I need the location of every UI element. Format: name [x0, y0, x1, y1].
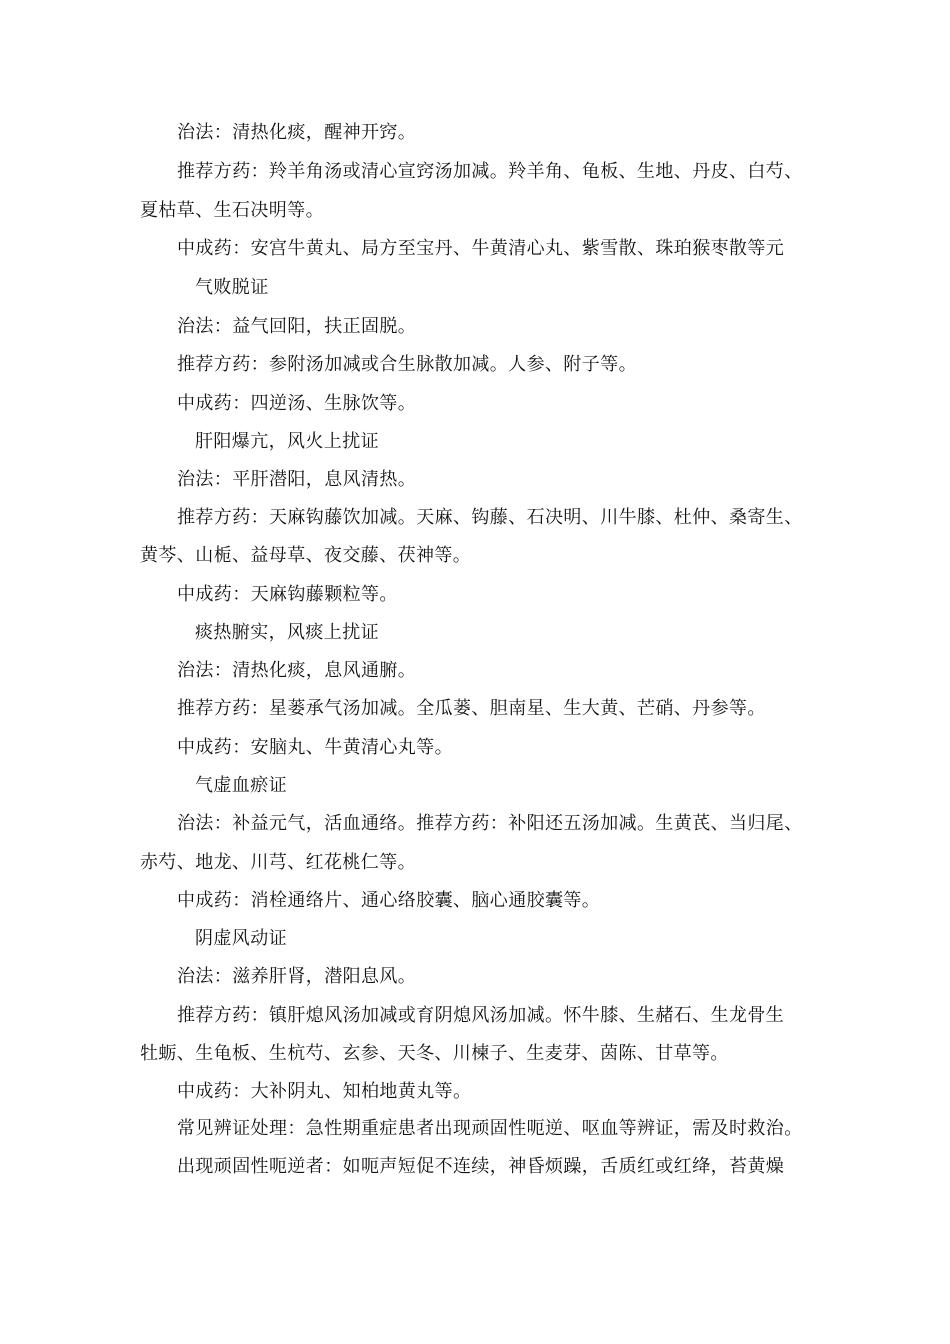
text-line-1: 治法：清热化痰，醒神开窍。: [177, 122, 417, 143]
section-heading-qixu: 气虚血瘀证: [195, 775, 287, 796]
section-heading-yuanqi: 气败脱证: [195, 277, 269, 298]
text-line-28: 出现顽固性呃逆者：如呃声短促不连续，神昏烦躁，舌质红或红绛，苔黄燥: [177, 1156, 785, 1177]
text-line-2: 推荐方药：羚羊角汤或清心宣窍汤加减。羚羊角、龟板、生地、丹皮、白芍、: [177, 161, 803, 182]
text-line-27: 常见辨证处理：急性期重症患者出现顽固性呃逆、呕血等辨证，需及时救治。: [177, 1118, 803, 1139]
text-line-6: 治法：益气回阳，扶正固脱。: [177, 316, 417, 337]
text-line-15: 治法：清热化痰，息风通腑。: [177, 660, 417, 681]
text-line-11: 推荐方药：天麻钩藤饮加减。天麻、钩藤、石决明、川牛膝、杜仲、桑寄生、: [177, 507, 803, 528]
text-line-24: 推荐方药：镇肝熄风汤加减或育阴熄风汤加减。怀牛膝、生赭石、生龙骨生: [177, 1005, 785, 1026]
text-line-7: 推荐方药：参附汤加减或合生脉散加减。人参、附子等。: [177, 354, 637, 375]
text-line-25: 牡蛎、生龟板、生杭芍、玄参、天冬、川楝子、生麦芽、茵陈、甘草等。: [140, 1043, 729, 1064]
section-heading-yinxu: 阴虚风动证: [195, 928, 287, 949]
text-line-26: 中成药：大补阴丸、知柏地黄丸等。: [177, 1081, 472, 1102]
section-heading-tanre: 痰热腑实，风痰上扰证: [195, 622, 379, 643]
text-line-12: 黄芩、山栀、益母草、夜交藤、茯神等。: [140, 545, 472, 566]
text-line-23: 治法：滋养肝肾，潜阳息风。: [177, 966, 417, 987]
text-line-3: 夏枯草、生石决明等。: [140, 200, 324, 221]
text-line-4: 中成药：安宫牛黄丸、局方至宝丹、牛黄清心丸、紫雪散、珠珀猴枣散等元: [177, 238, 785, 259]
text-line-10: 治法：平肝潜阳，息风清热。: [177, 469, 417, 490]
text-line-19: 治法：补益元气，活血通络。推荐方药：补阳还五汤加减。生黄芪、当归尾、: [177, 813, 803, 834]
text-line-17: 中成药：安脑丸、牛黄清心丸等。: [177, 737, 453, 758]
text-line-8: 中成药：四逆汤、生脉饮等。: [177, 393, 417, 414]
text-line-16: 推荐方药：星蒌承气汤加减。全瓜蒌、胆南星、生大黄、芒硝、丹参等。: [177, 698, 766, 719]
text-line-20: 赤芍、地龙、川芎、红花桃仁等。: [140, 852, 416, 873]
text-line-13: 中成药：天麻钩藤颗粒等。: [177, 584, 398, 605]
section-heading-ganyang: 肝阳爆亢，风火上扰证: [195, 431, 379, 452]
text-line-21: 中成药：消栓通络片、通心络胶囊、脑心通胶囊等。: [177, 890, 601, 911]
